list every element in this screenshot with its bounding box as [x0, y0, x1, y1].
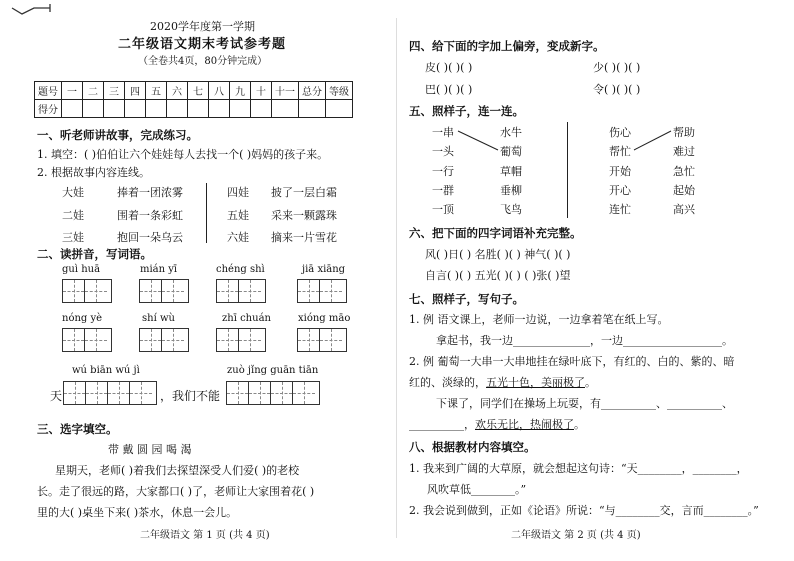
score-header-cell: 等级 — [326, 82, 353, 100]
score-header-cell: 题号 — [35, 82, 62, 100]
section3-title: 三、选字填空。 — [37, 422, 118, 436]
exam-subtitle: （全卷共4页，80分钟完成） — [138, 56, 268, 67]
quant-5: 一顶 — [432, 203, 454, 216]
score-header-cell: 总分 — [299, 82, 326, 100]
noun-1: 水牛 — [500, 126, 522, 139]
exam-title: 二年级语文期末考试参考题 — [118, 37, 287, 52]
sentence-fill-2: 下课了，同学们在操场上玩耍，有__________、__________、 — [436, 397, 733, 410]
score-header-cell: 十 — [251, 82, 272, 100]
pinyin-8: xióng māo — [298, 313, 351, 324]
pinyin-6: shí wù — [142, 313, 175, 324]
choice-chars: 带 戴 圆 园 喝 渴 — [108, 443, 192, 456]
score-header-cell: 一 — [62, 82, 83, 100]
score-header-cell: 三 — [104, 82, 125, 100]
word-b-1: 帮助 — [673, 126, 695, 139]
action-left-1: 捧着一团浓雾 — [117, 186, 183, 199]
action-left-2: 围着一条彩虹 — [117, 209, 183, 222]
footer-right: 二年级语文 第 2 页 (共 4 页) — [511, 530, 641, 541]
radical-row2-a: 巴( )( )( ) — [425, 83, 473, 96]
pinyin-2: mián yī — [140, 264, 178, 275]
textbook-line2: 风吹草低________。” — [427, 483, 527, 496]
section2-title: 二、读拼音，写词语。 — [37, 247, 152, 261]
radical-row1-a: 皮( )( )( ) — [425, 61, 473, 74]
word-a-5: 连忙 — [609, 203, 631, 216]
score-header-cell: 七 — [188, 82, 209, 100]
score-header-cell: 十一 — [272, 82, 299, 100]
sec1-q2: 2. 根据故事内容连线。 — [37, 166, 150, 179]
sec3-line2: 长。走了很远的路，大家都口( )了，老师让大家围着花( ) — [37, 485, 315, 498]
idiom-row2: 自言( )( ) 五光( )( ) ( )张( )望 — [425, 269, 571, 282]
word-b-5: 高兴 — [673, 203, 695, 216]
name-left-3: 三娃 — [62, 231, 84, 244]
section5-title: 五、照样子，连一连。 — [409, 104, 524, 118]
textbook-line3: 2. 我会说到做到，正如《论语》所说：“与________交，言而________。” — [409, 504, 759, 517]
pinyin-5: nóng yè — [62, 313, 103, 324]
sentence-fill-1: 拿起书，我一边______________，一边__________________。 — [436, 334, 733, 347]
noun-5: 飞鸟 — [500, 203, 522, 216]
name-left-2: 二娃 — [62, 209, 84, 222]
quant-1: 一串 — [432, 126, 454, 139]
section7-title: 七、照样子，写句子。 — [409, 292, 524, 306]
sec1-q1: 1. 填空：( )伯伯让六个娃娃每人去找一个( )妈妈的孩子来。 — [37, 148, 329, 161]
radical-row2-b: 令( )( )( ) — [593, 83, 641, 96]
noun-4: 垂柳 — [500, 184, 522, 197]
textbook-line1: 1. 我来到广阔的大草原，就会想起这句诗：“天________，________， — [409, 462, 748, 475]
pinyin-7: zhī chuán — [222, 313, 271, 324]
sentence-pre: 天 — [50, 389, 63, 403]
quant-4: 一群 — [432, 184, 454, 197]
word-b-3: 急忙 — [673, 165, 695, 178]
pinyin-long-1: wú biān wú jì — [72, 365, 140, 376]
pinyin-long-2: zuò jǐng guān tiān — [227, 365, 319, 376]
word-a-4: 开心 — [609, 184, 631, 197]
section6-title: 六、把下面的四字词语补充完整。 — [409, 226, 582, 240]
score-header-cell: 八 — [209, 82, 230, 100]
score-header-cell: 六 — [167, 82, 188, 100]
section8-title: 八、根据教材内容填空。 — [409, 440, 536, 454]
word-a-3: 开始 — [609, 165, 631, 178]
radical-row1-b: 少( )( )( ) — [593, 61, 641, 74]
idiom-row1: 风( )日( ) 名胜( )( ) 神气( )( ) — [425, 248, 571, 261]
quant-3: 一行 — [432, 165, 454, 178]
sec3-line3: 里的大( )桌坐下来( )茶水，休息一会儿。 — [37, 506, 238, 519]
word-b-2: 难过 — [673, 145, 695, 158]
sentence-example-2b: 红的、淡绿的，五光十色，美丽极了。 — [409, 376, 596, 389]
name-left-1: 大娃 — [62, 186, 84, 199]
action-left-3: 抱回一朵乌云 — [117, 231, 183, 244]
sec3-line1: 星期天，老师( )着我们去探望深受人们爱( )的老校 — [55, 464, 300, 477]
word-a-1: 伤心 — [609, 126, 631, 139]
name-right-1: 四娃 — [227, 186, 249, 199]
noun-2: 葡萄 — [500, 145, 522, 158]
noun-3: 草帽 — [500, 165, 522, 178]
action-right-2: 采来一颗露珠 — [271, 209, 337, 222]
score-header-cell: 二 — [83, 82, 104, 100]
pinyin-3: chéng shì — [216, 264, 265, 275]
sentence-example-1: 1. 例 语文课上，老师一边说，一边拿着笔在纸上写。 — [409, 313, 669, 326]
word-a-2: 帮忙 — [609, 145, 631, 158]
section4-title: 四、给下面的字加上偏旁，变成新字。 — [409, 39, 605, 53]
score-header-cell: 五 — [146, 82, 167, 100]
sentence-example-2: 2. 例 葡萄一大串一大串地挂在绿叶底下，有红的、白的、紫的、暗 — [409, 355, 735, 368]
score-header-cell: 四 — [125, 82, 146, 100]
score-header-cell: 九 — [230, 82, 251, 100]
term-line: 2020学年度第一学期 — [150, 20, 255, 33]
pinyin-4: jiā xiāng — [302, 264, 346, 275]
action-right-3: 摘来一片雪花 — [271, 231, 337, 244]
name-right-3: 六娃 — [227, 231, 249, 244]
word-b-4: 起始 — [673, 184, 695, 197]
footer-left: 二年级语文 第 1 页 (共 4 页) — [140, 530, 270, 541]
action-right-1: 披了一层白霜 — [271, 186, 337, 199]
sentence-mid: ，我们不能 — [160, 389, 221, 403]
sentence-fill-2b: __________，欢乐无比，热闹极了。 — [409, 418, 585, 431]
section1-title: 一、听老师讲故事，完成练习。 — [37, 128, 198, 142]
score-label-cell: 得分 — [35, 100, 62, 118]
name-right-2: 五娃 — [227, 209, 249, 222]
quant-2: 一头 — [432, 145, 454, 158]
pinyin-1: guì huā — [62, 264, 101, 275]
